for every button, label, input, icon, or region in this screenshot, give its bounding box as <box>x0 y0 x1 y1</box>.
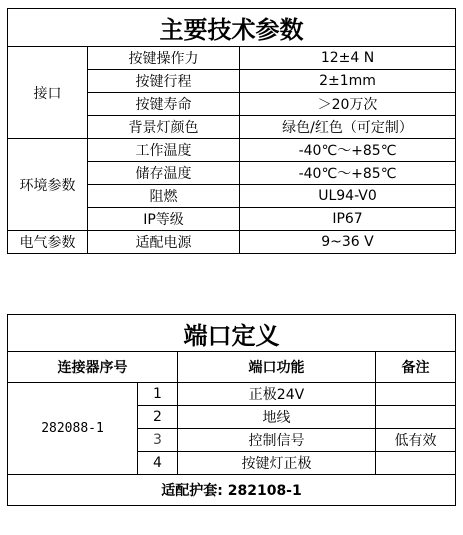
param-value: ＞20万次 <box>240 93 456 116</box>
param-label: 阻燃 <box>88 185 240 208</box>
footer-value: 282108-1 <box>227 483 302 499</box>
param-label: 按键寿命 <box>88 93 240 116</box>
table-row <box>8 139 456 162</box>
param-label: 储存温度 <box>88 162 240 185</box>
param-value: 12±4 N <box>240 47 456 70</box>
group-interface: 接口 <box>8 47 88 139</box>
connector-id: 282088-1 <box>8 383 138 475</box>
pin-number: 1 <box>138 383 178 406</box>
param-value: 绿色/红色（可定制） <box>240 116 456 139</box>
spec-table <box>7 8 456 254</box>
footer-label: 适配护套: <box>161 483 223 499</box>
param-label: 背景灯颜色 <box>88 116 240 139</box>
port-note <box>376 452 456 475</box>
table-row <box>8 231 456 254</box>
port-function: 正极24V <box>178 383 376 406</box>
spec-title: 主要技术参数 <box>8 9 456 47</box>
port-function: 按键灯正极 <box>178 452 376 475</box>
param-label: 按键操作力 <box>88 47 240 70</box>
header-row <box>8 352 456 383</box>
col-header-note: 备注 <box>376 352 456 383</box>
table-row <box>8 383 456 406</box>
param-label: 适配电源 <box>88 231 240 254</box>
param-value: 2±1mm <box>240 70 456 93</box>
param-value: 9~36 V <box>240 231 456 254</box>
pin-number: 2 <box>138 406 178 429</box>
ports-table <box>7 314 456 506</box>
footer-cell <box>8 475 456 506</box>
pin-number: 4 <box>138 452 178 475</box>
port-note <box>376 406 456 429</box>
group-environment: 环境参数 <box>8 139 88 231</box>
col-header-connector: 连接器序号 <box>8 352 178 383</box>
port-note: 低有效 <box>376 429 456 452</box>
col-header-function: 端口功能 <box>178 352 376 383</box>
param-value: UL94-V0 <box>240 185 456 208</box>
param-label: 按键行程 <box>88 70 240 93</box>
param-label: 工作温度 <box>88 139 240 162</box>
ports-title: 端口定义 <box>8 315 456 352</box>
pin-number: 3 <box>138 429 178 452</box>
param-label: IP等级 <box>88 208 240 231</box>
port-function: 地线 <box>178 406 376 429</box>
param-value: IP67 <box>240 208 456 231</box>
table-row <box>8 47 456 70</box>
group-electrical: 电气参数 <box>8 231 88 254</box>
port-function: 控制信号 <box>178 429 376 452</box>
param-value: -40℃～+85℃ <box>240 139 456 162</box>
port-note <box>376 383 456 406</box>
param-value: -40℃～+85℃ <box>240 162 456 185</box>
